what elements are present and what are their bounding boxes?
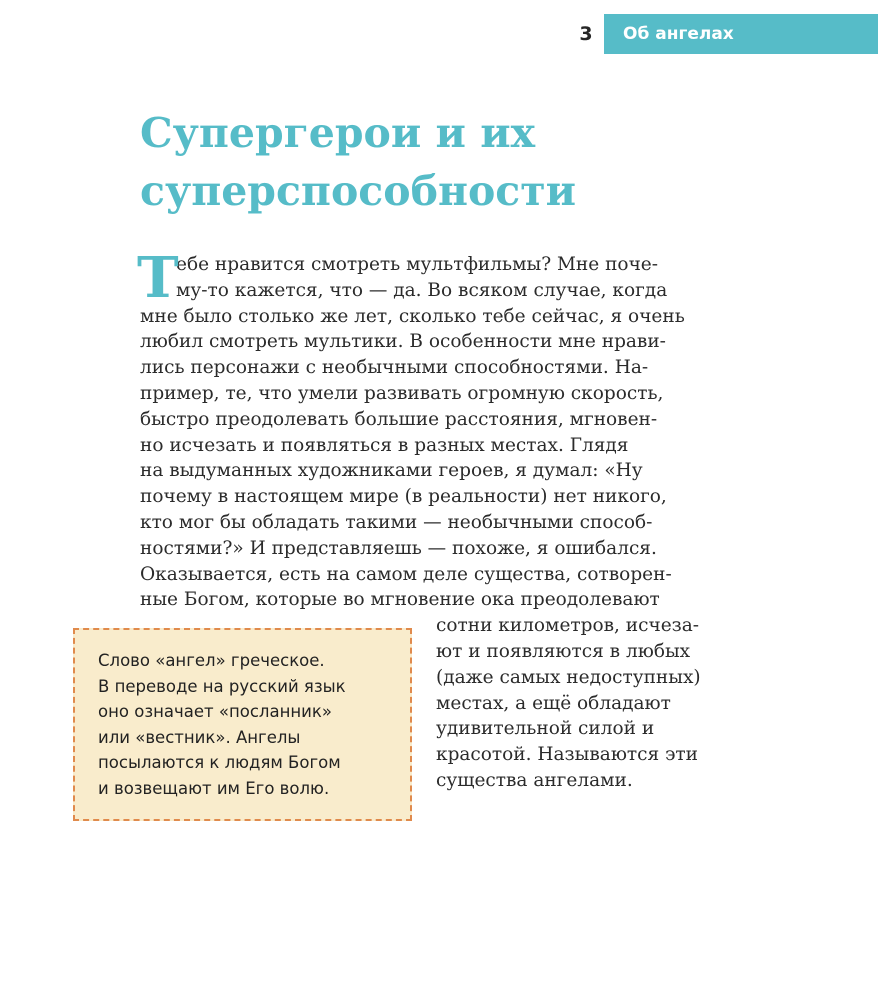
body-line: местах, а ещё обладают: [436, 692, 671, 714]
body-line: ные Богом, которые во мгновение ока преодолевают: [140, 589, 660, 611]
info-box-line: Слово «ангел» греческое.: [98, 651, 325, 670]
title-line: Супергерои и их: [140, 109, 536, 157]
title-line: суперспособности: [140, 167, 577, 215]
body-line: Оказывается, есть на самом деле существа, сотворен-: [140, 563, 672, 585]
info-box-line: или «вестник». Ангелы: [98, 727, 301, 747]
chapter-number: 3: [579, 23, 593, 45]
info-box: [73, 628, 412, 821]
body-line: мне было столько же лет, сколько тебе сейчас, я очень: [140, 305, 685, 327]
body-line: ностями?» И представляешь — похоже, я ошибался.: [140, 537, 657, 559]
chapter-tab: [604, 14, 878, 54]
info-box-line: посылаются к людям Богом: [98, 753, 341, 773]
info-box-line: и возвещают им Его волю.: [98, 778, 330, 798]
drop-cap: Т: [137, 245, 179, 311]
info-box-line: оно означает «посланник»: [98, 702, 332, 722]
body-line: удивительной силой и: [436, 718, 655, 740]
body-line: почему в настоящем мире (в реальности) нет никого,: [140, 486, 667, 508]
body-line: быстро преодолевать большие расстояния, мгновен-: [140, 408, 658, 430]
body-line: существа ангелами.: [436, 769, 633, 791]
body-line: ебе нравится смотреть мультфильмы? Мне поче-: [176, 254, 658, 275]
body-line: му-то кажется, что — да. Во всяком случае, когда: [176, 279, 668, 301]
body-line: ют и появляются в любых: [436, 640, 691, 662]
body-line: любил смотреть мультики. В особенности мне нрави-: [140, 331, 666, 353]
body-line: но исчезать и появляться в разных местах. Глядя: [140, 434, 629, 456]
body-line: сотни километров, исчеза-: [436, 615, 700, 637]
page-title: [140, 104, 576, 220]
body-line: на выдуманных художниками героев, я думал: «Ну: [140, 460, 643, 482]
body-line: (даже самых недоступных): [436, 666, 701, 688]
body-line: лись персонажи с необычными способностями. На-: [140, 357, 649, 379]
body-line: красотой. Называются эти: [436, 744, 698, 766]
body-line: пример, те, что умели развивать огромную скорость,: [140, 382, 664, 404]
info-box-line: В переводе на русский язык: [98, 676, 346, 696]
chapter-title: Об ангелах: [623, 24, 734, 44]
body-line: кто мог бы обладать такими — необычными способ-: [140, 511, 653, 533]
